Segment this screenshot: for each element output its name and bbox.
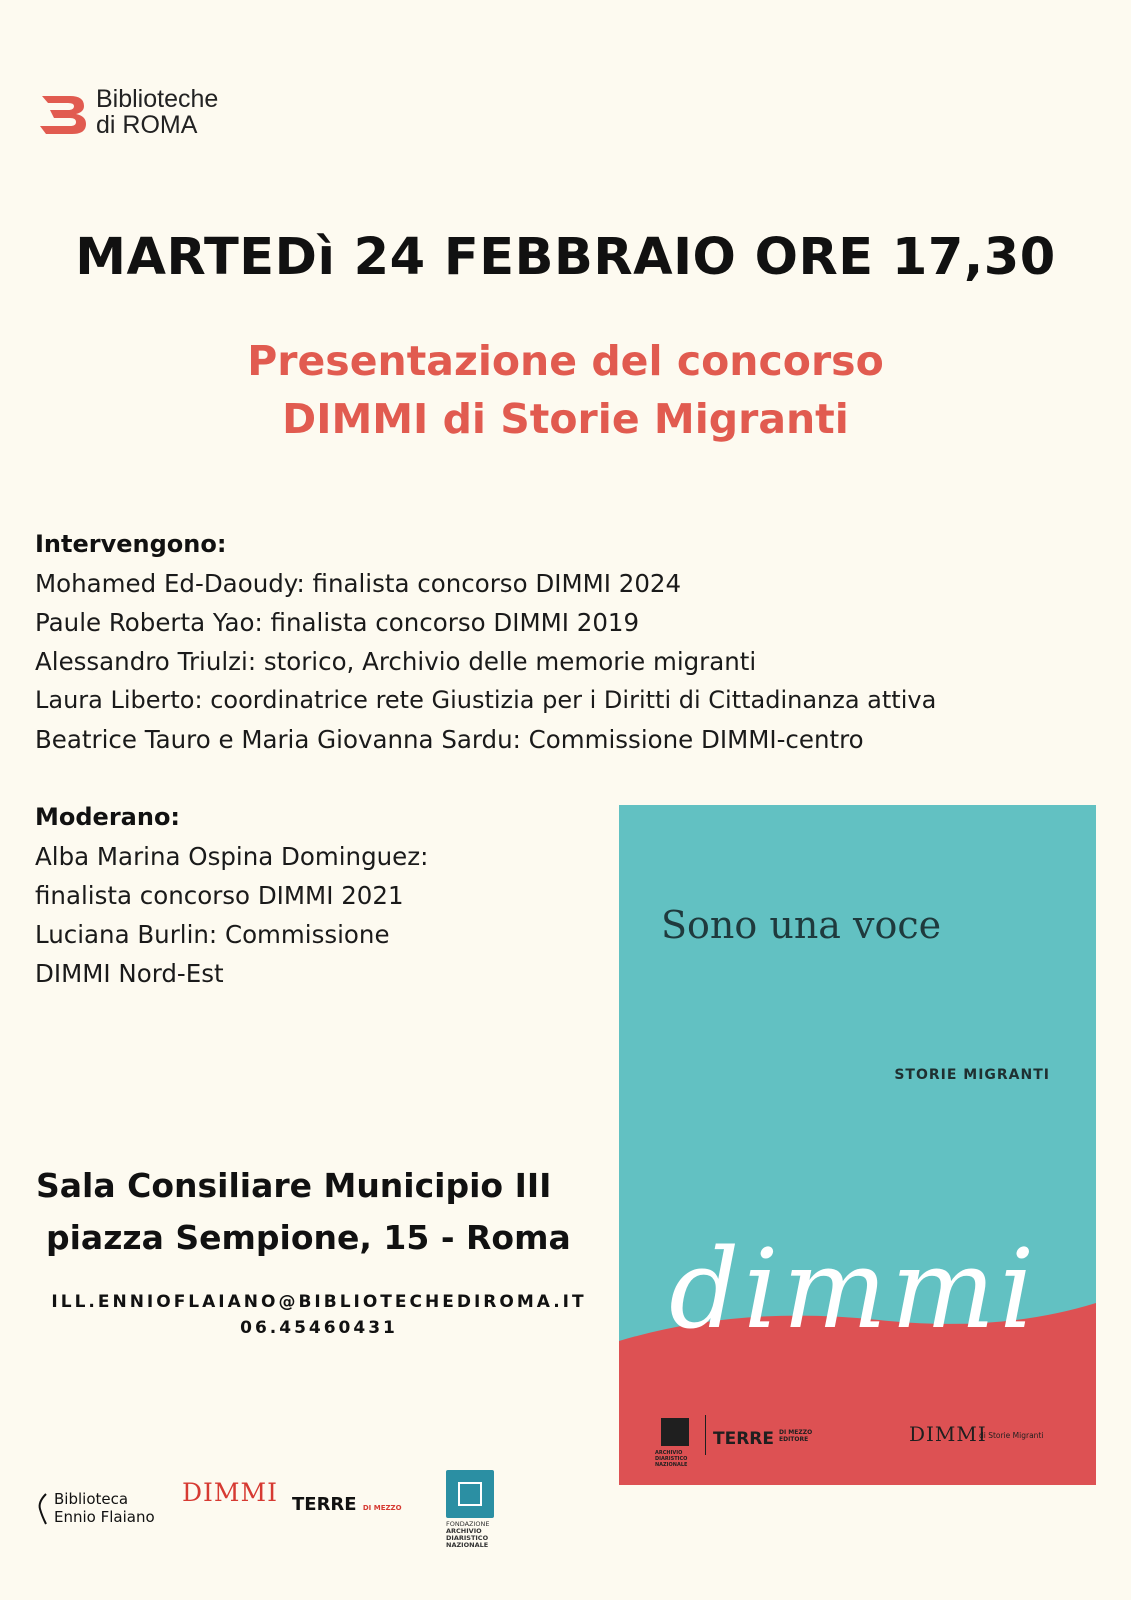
book-brand-script: dimmi — [669, 1225, 1039, 1353]
book-publisher-small: DI MEZZO EDITORE — [779, 1429, 813, 1443]
book-cover — [619, 805, 1096, 1485]
contact-phone[interactable]: 06.45460431 — [240, 1318, 398, 1338]
archivio-line: NAZIONALE — [446, 1541, 489, 1549]
book-archivio-icon — [661, 1418, 689, 1446]
archivio-diaristico-logo — [446, 1470, 500, 1549]
contact-email[interactable]: ILL.ENNIOFLAIANO@BIBLIOTECHEDIROMA.IT — [51, 1292, 587, 1312]
biblioteche-di-roma-logo — [36, 84, 266, 144]
book-publisher: TERRE — [713, 1429, 775, 1449]
book-dimmi-caption: di Storie Migranti — [979, 1431, 1044, 1440]
archivio-line: DIARISTICO — [446, 1534, 489, 1542]
biblioteche-logo-icon — [36, 88, 92, 138]
terre-di-mezzo-logo — [292, 1494, 402, 1515]
speaker-item: Alessandro Triulzi: storico, Archivio delle memorie migranti — [35, 647, 757, 676]
terre-small-text: DI MEZZO — [362, 1504, 402, 1512]
terre-text: TERRE — [292, 1494, 357, 1515]
book-divider — [705, 1415, 706, 1455]
flaiano-line2: Ennio Flaiano — [54, 1508, 155, 1526]
moderators-title: Moderano: — [35, 803, 181, 831]
dimmi-logo: DIMMI — [182, 1478, 278, 1507]
speaker-item: Laura Liberto: coordinatrice rete Giustizia per i Diritti di Cittadinanza attiva — [35, 686, 937, 714]
moderator-item: Alba Marina Ospina Dominguez: — [35, 842, 429, 871]
venue-line1: Sala Consiliare Municipio III — [36, 1166, 552, 1205]
moderator-item: Luciana Burlin: Commissione — [35, 920, 390, 949]
book-title: Sono una voce — [661, 903, 942, 947]
subtitle-line2: DIMMI di Storie Migranti — [282, 395, 849, 443]
speaker-item: Mohamed Ed-Daoudy: finalista concorso DIMMI 2024 — [35, 569, 682, 598]
venue-line2: piazza Sempione, 15 - Roma — [46, 1218, 571, 1257]
logo-line2: di ROMA — [96, 111, 198, 139]
flaiano-line1: Biblioteca — [54, 1490, 129, 1508]
archivio-line: FONDAZIONE — [446, 1520, 490, 1528]
speaker-item: Beatrice Tauro e Maria Giovanna Sardu: Commissione DIMMI-centro — [35, 725, 864, 754]
speaker-item: Paule Roberta Yao: finalista concorso DIMMI 2019 — [35, 608, 640, 637]
moderator-item: finalista concorso DIMMI 2021 — [35, 881, 404, 910]
speakers-title: Intervengono: — [35, 530, 227, 558]
logo-line1: Biblioteche — [96, 85, 219, 113]
book-dimmi-small: DIMMI — [909, 1422, 987, 1446]
book-archivio-caption: ARCHIVIO DIARISTICO NAZIONALE — [655, 1450, 688, 1468]
subtitle-line1: Presentazione del concorso — [247, 337, 884, 385]
event-date: MARTEDì 24 FEBBRAIO ORE 17,30 — [75, 228, 1056, 287]
book-subtitle: STORIE MIGRANTI — [894, 1067, 1050, 1083]
flaiano-icon — [36, 1492, 50, 1526]
biblioteca-flaiano-logo — [36, 1490, 176, 1530]
moderator-item: DIMMI Nord-Est — [35, 959, 224, 988]
archivio-icon — [446, 1470, 494, 1518]
logo-text — [96, 86, 218, 138]
archivio-line: ARCHIVIO — [446, 1527, 482, 1535]
